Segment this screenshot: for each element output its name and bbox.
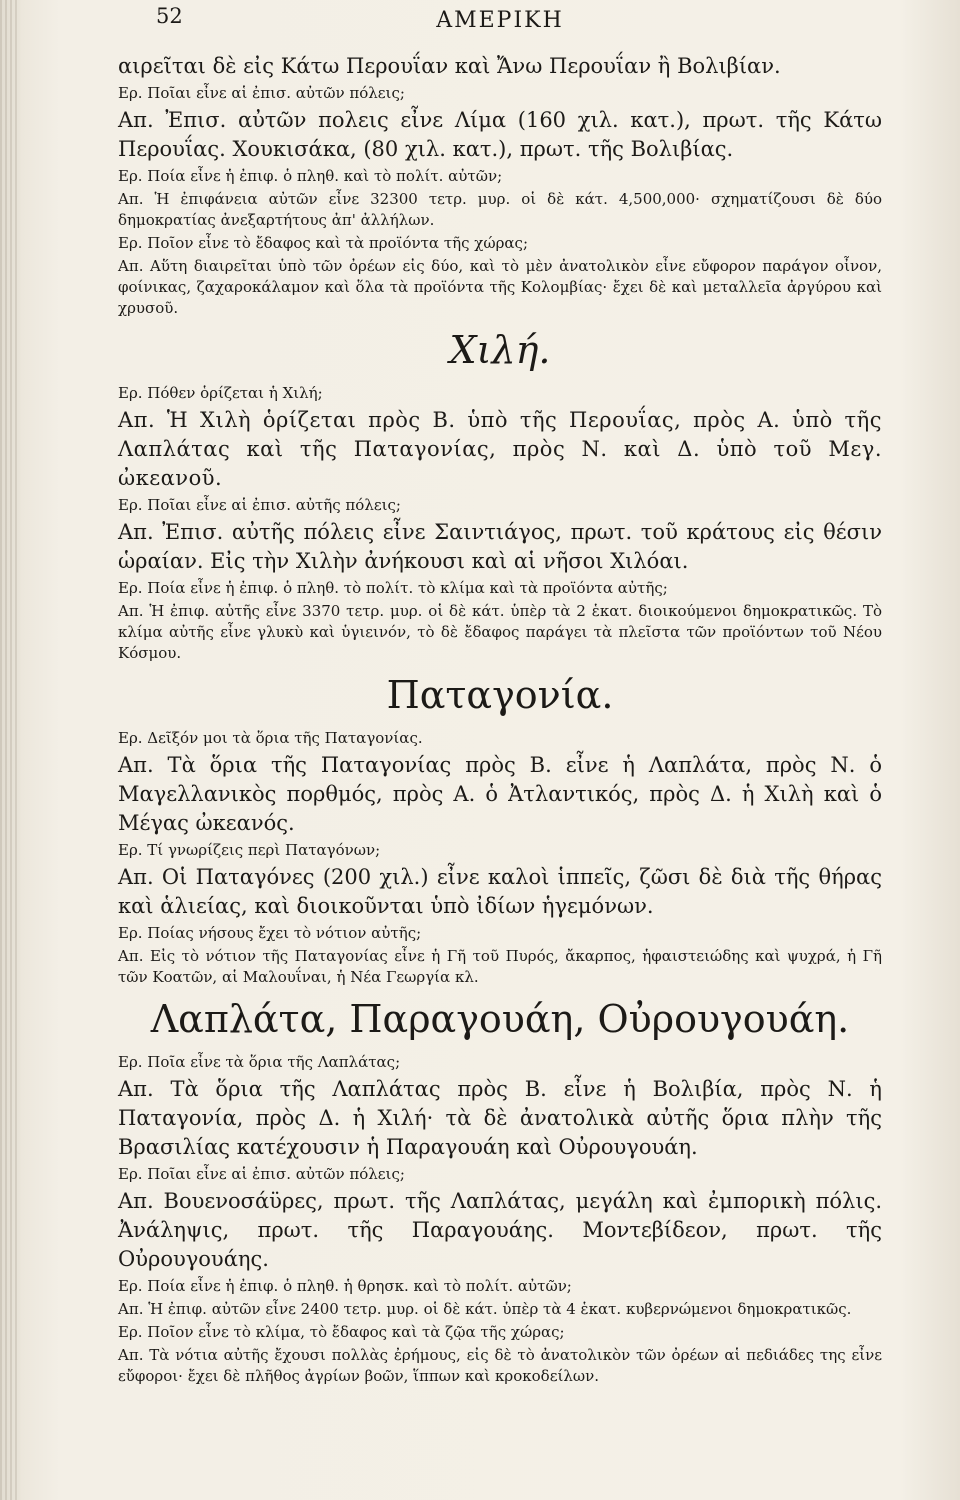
page-body bbox=[118, 52, 882, 1387]
answer: Απ. Εἰς τὸ νότιον τῆς Παταγονίας εἶνε ἡ Γῆ τοῦ Πυρός, ἄκαρπος, ἡφαιστειώδης καὶ ψυχρά, ἡ Γῆ τῶν Κοατῶν, αἱ Μαλουΐναι, ἡ Νέα Γεωργία κλ. bbox=[118, 947, 882, 986]
answer: Απ. Ἐπισ. αὐτῆς πόλεις εἶνε Σαιντιάγος, πρωτ. τοῦ κράτους εἰς θέσιν ὡραίαν. Εἰς τὴν Χιλὴν ἀνήκουσι καὶ αἱ νῆσοι Χιλόαι. bbox=[118, 520, 882, 573]
section-title-laplata: Λαπλάτα, Παραγουάη, Οὐρουγουάη. bbox=[150, 997, 850, 1041]
question: Ερ. Τί γνωρίζεις περὶ Παταγόνων; bbox=[118, 841, 381, 859]
question: Ερ. Ποῖα εἶνε τὰ ὅρια τῆς Λαπλάτας; bbox=[118, 1053, 401, 1071]
answer: Απ. Τὰ ὅρια τῆς Λαπλάτας πρὸς Β. εἶνε ἡ Βολιβία, πρὸς Ν. ἡ Παταγονία, πρὸς Δ. ἡ Χιλή· τὰ δὲ ἀνατολικὰ αὐτῆς ὅρια πλὴν τῆς Βρασιλίας κατέχουσιν ἡ Παραγουάη καὶ Οὐρουγουάη. bbox=[118, 1077, 882, 1159]
question: Ερ. Ποῖον εἶνε τὸ κλίμα, τὸ ἔδαφος καὶ τὰ ζῷα τῆς χώρας; bbox=[118, 1323, 565, 1341]
question: Ερ. Ποίας νήσους ἔχει τὸ νότιον αὐτῆς; bbox=[118, 924, 422, 942]
answer: Απ. Ἡ ἐπιφ. αὐτῶν εἶνε 2400 τετρ. μυρ. οἱ δὲ κάτ. ὑπὲρ τὰ 4 ἑκατ. κυβερνώμενοι δημοκρατικῶς. bbox=[118, 1300, 852, 1318]
page-header bbox=[118, 0, 882, 52]
question: Ερ. Δεῖξόν μοι τὰ ὅρια τῆς Παταγονίας. bbox=[118, 729, 423, 747]
question: Ερ. Ποία εἶνε ἡ ἐπιφ. ὁ πληθ. ἡ θρησκ. καὶ τὸ πολίτ. αὐτῶν; bbox=[118, 1277, 572, 1295]
answer: Απ. Οἱ Παταγόνες (200 χιλ.) εἶνε καλοὶ ἱππεῖς, ζῶσι δὲ διὰ τῆς θήρας καὶ ἁλιείας, καὶ διοικοῦνται ὑπὸ ἰδίων ἡγεμόνων. bbox=[118, 865, 882, 918]
answer: Απ. Ἡ Χιλὴ ὁρίζεται πρὸς Β. ὑπὸ τῆς Περουΐας, πρὸς Α. ὑπὸ τῆς Λαπλάτας καὶ τῆς Παταγονίας, πρὸς Ν. καὶ Δ. ὑπὸ τοῦ Μεγ. ὠκεανοῦ. bbox=[118, 408, 882, 490]
question: Ερ. Ποία εἶνε ἡ ἐπιφ. ὁ πληθ. τὸ πολίτ. τὸ κλίμα καὶ τὰ προϊόντα αὐτῆς; bbox=[118, 579, 668, 597]
question: Ερ. Ποῖον εἶνε τὸ ἔδαφος καὶ τὰ προϊόντα τῆς χώρας; bbox=[118, 234, 528, 252]
question: Ερ. Πόθεν ὁρίζεται ἡ Χιλή; bbox=[118, 384, 323, 402]
question: Ερ. Ποία εἶνε ἡ ἐπιφ. ὁ πληθ. καὶ τὸ πολίτ. αὐτῶν; bbox=[118, 167, 503, 185]
answer: Απ. Βουενοσάϋρες, πρωτ. τῆς Λαπλάτας, μεγάλη καὶ ἐμπορικὴ πόλις. Ἀνάληψις, πρωτ. τῆς Παραγουάης. Μοντεβίδεον, πρωτ. τῆς Οὐρουγουάης. bbox=[118, 1189, 882, 1271]
answer: Απ. Ἡ ἐπιφ. αὐτῆς εἶνε 3370 τετρ. μυρ. οἱ δὲ κάτ. ὑπὲρ τὰ 2 ἑκατ. διοικούμενοι δημοκρατικῶς. Τὸ κλίμα αὐτῆς εἶνε γλυκὺ καὶ ὑγιεινόν, τὸ δὲ ἔδαφος παράγει τὰ πλεῖστα τῶν προϊόντων τοῦ Νέου Κόσμου. bbox=[118, 602, 882, 662]
question: Ερ. Ποῖαι εἶνε αἱ ἐπισ. αὐτῆς πόλεις; bbox=[118, 496, 401, 514]
section-title-patagonia: Παταγονία. bbox=[386, 673, 614, 717]
running-title: ΑΜΕΡΙΚΗ bbox=[436, 8, 564, 33]
question: Ερ. Ποῖαι εἶνε αἱ ἐπισ. αὐτῶν πόλεις; bbox=[118, 1165, 405, 1183]
page-number: 52 bbox=[156, 4, 183, 28]
paragraph: αιρεῖται δὲ εἰς Κάτω Περουΐαν καὶ Ἄνω Περουΐαν ἢ Βολιβίαν. bbox=[118, 54, 781, 78]
question: Ερ. Ποῖαι εἶνε αἱ ἐπισ. αὐτῶν πόλεις; bbox=[118, 84, 405, 102]
answer: Απ. Αὕτη διαιρεῖται ὑπὸ τῶν ὀρέων εἰς δύο, καὶ τὸ μὲν ἀνατολικὸν εἶνε εὔφορον παράγον οἶνον, φοίνικας, ζαχαροκάλαμον καὶ ὅλα τὰ προϊόντα τῆς Κολομβίας· ἔχει δὲ καὶ μεταλλεῖα ἀργύρου καὶ χρυσοῦ. bbox=[118, 257, 882, 317]
section-title-chile: Χιλή. bbox=[449, 328, 551, 372]
answer: Απ. Τὰ ὅρια τῆς Παταγονίας πρὸς Β. εἶνε ἡ Λαπλάτα, πρὸς Ν. ὁ Μαγελλανικὸς πορθμός, πρὸς Α. ὁ Ἀτλαντικός, πρὸς Δ. ἡ Χιλὴ καὶ ὁ Μέγας ὠκεανός. bbox=[118, 753, 882, 835]
page-edge bbox=[0, 0, 20, 1500]
answer: Απ. Τὰ νότια αὐτῆς ἔχουσι πολλὰς ἐρήμους, εἰς δὲ τὸ ἀνατολικὸν τῶν ὀρέων αἱ πεδιάδες της εἶνε εὔφοροι· ἔχει δὲ πλῆθος ἀγρίων βοῶν, ἵππων καὶ κροκοδείλων. bbox=[118, 1346, 882, 1385]
answer: Απ. Ἐπισ. αὐτῶν πολεις εἶνε Λίμα (160 χιλ. κατ.), πρωτ. τῆς Κάτω Περουΐας. Χουκισάκα, (80 χιλ. κατ.), πρωτ. τῆς Βολιβίας. bbox=[118, 108, 882, 161]
answer: Απ. Ἡ ἐπιφάνεια αὐτῶν εἶνε 32300 τετρ. μυρ. οἱ δὲ κάτ. 4,500,000· σχηματίζουσι δὲ δύο δημοκρατίας ἀνεξαρτήτους ἀπ' ἀλλήλων. bbox=[118, 190, 882, 229]
